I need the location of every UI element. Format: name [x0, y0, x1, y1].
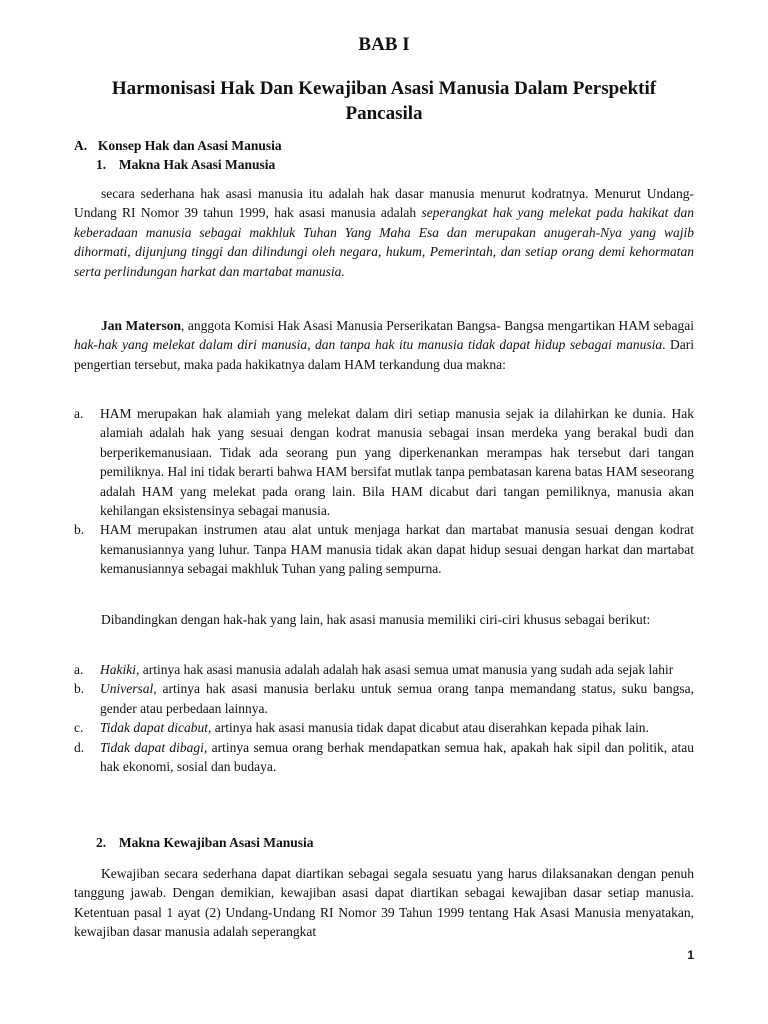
- title-line-1: Harmonisasi Hak Dan Kewajiban Asasi Manusia Dalam Perspektif: [111, 78, 657, 99]
- list-term: Hakiki,: [100, 662, 140, 677]
- list-item: [74, 738, 694, 777]
- list-text: HAM merupakan instrumen atau alat untuk menjaga harkat dan martabat manusia sesuai dengan kodrat kemanusiannya yang luhur. Tanpa HAM manusia tidak akan dapat hidup sesuai dengan harkat dan martabat kemanusiannya sebagai makhluk Tuhan yang paling sempurna.: [100, 522, 694, 577]
- paragraph-characteristics-intro: [74, 610, 694, 629]
- para3-text: Dibandingkan dengan hak-hak yang lain, hak asasi manusia memiliki ciri-ciri khusus sebagai berikut:: [101, 612, 651, 627]
- subsection-heading-2: [96, 835, 314, 851]
- paragraph-definition-law: [74, 184, 694, 281]
- chapter-heading: BAB I: [358, 34, 410, 55]
- document-title: [0, 76, 768, 126]
- list-item: [74, 660, 694, 679]
- para1-text: secara sederhana hak asasi manusia itu adalah hak dasar manusia menurut kodratnya. Menurut Undang-Undang RI Nomor 39 tahun 1999, hak asasi manusia adalah: [74, 186, 694, 221]
- section-text: Konsep Hak dan Asasi Manusia: [97, 138, 282, 153]
- list-two-meanings: [74, 404, 694, 579]
- list-marker: b.: [74, 522, 85, 538]
- page-number: 1: [687, 948, 694, 962]
- list-item: [74, 679, 694, 718]
- title-line-2: Pancasila: [345, 103, 423, 124]
- para2-italic: hak-hak yang melekat dalam diri manusia, dan tanpa hak itu manusia tidak dapat hidup sebagai manusia: [74, 337, 663, 353]
- para1-italic: seperangkat hak yang melekat pada hakikat dan keberadaan manusia sebagai makhluk Tuhan Yang Maha Esa dan merupakan anugerah-Nya yang wajib dihormati, dijunjung tinggi dan dilindungi oleh negara, hukum, Pemerintah, dan setiap orang demi kehormatan serta perlindungan harkat dan martabat manusia.: [74, 205, 694, 279]
- list-term: Universal,: [100, 681, 157, 697]
- person-name: Jan Materson: [101, 318, 182, 333]
- list-text: artinya hak asasi manusia adalah adalah hak asasi semua umat manusia yang sudah ada sejak lahir: [139, 662, 674, 677]
- section-heading-a: [74, 138, 282, 154]
- list-term: Tidak dapat dibagi,: [100, 739, 208, 755]
- subsection-text: Makna Hak Asasi Manusia: [118, 157, 276, 172]
- section-marker: A.: [74, 138, 88, 153]
- list-text: artinya hak asasi manusia tidak dapat dicabut atau diserahkan kepada pihak lain.: [211, 720, 649, 736]
- subsection-marker: 2.: [96, 835, 107, 850]
- list-marker: a.: [74, 406, 84, 421]
- paragraph-obligation: [74, 864, 694, 942]
- para4-text: Kewajiban secara sederhana dapat diartikan sebagai segala sesuatu yang harus dilaksanakan dengan penuh tanggung jawab. Dengan demikian, kewajiban asasi dapat diartikan sebagai kewajiban dasar setiap manusia. Ketentuan pasal 1 ayat (2) Undang-Undang RI Nomor 39 Tahun 1999 tentang Hak Asasi Manusia menyatakan, kewajiban dasar manusia adalah seperangkat: [74, 866, 694, 940]
- list-item: [74, 520, 694, 578]
- list-marker: b.: [74, 681, 85, 697]
- list-text: artinya semua orang berhak mendapatkan semua hak, apakah hak sipil dan politik, atau hak ekonomi, sosial dan budaya.: [100, 739, 694, 775]
- list-marker: a.: [74, 662, 84, 677]
- list-characteristics: [74, 660, 694, 776]
- subsection-marker: 1.: [96, 157, 107, 172]
- list-marker: c.: [74, 720, 84, 736]
- para2-text-2: . Dari pengertian tersebut, maka pada hakikatnya dalam HAM terkandung dua makna:: [74, 337, 694, 372]
- subsection-heading-1: [96, 157, 275, 173]
- list-term: Tidak dapat dicabut,: [100, 720, 212, 736]
- list-item: [74, 404, 694, 520]
- subsection-text: Makna Kewajiban Asasi Manusia: [118, 835, 314, 850]
- list-text: HAM merupakan hak alamiah yang melekat dalam diri setiap manusia sejak ia dilahirkan ke dunia. Hak alamiah adalah hak yang sesuai dengan kodrat manusia sebagai insan merdeka yang berakal budi dan berperikemanusiaan. Tidak ada seorang pun yang diperkenankan merampas hak tersebut dari tangan pemiliknya. Hal ini tidak berarti bahwa HAM bersifat mutlak tanpa pembatasan karena batas HAM seseorang adalah HAM yang melekat pada orang lain. Bila HAM dicabut dari tangan pemiliknya, manusia akan kehilangan eksistensinya sebagai manusia.: [100, 406, 694, 519]
- list-item: [74, 718, 694, 737]
- paragraph-jan-materson: [74, 316, 694, 374]
- list-text: artinya hak asasi manusia berlaku untuk semua orang tanpa memandang status, suku bangsa, gender atau perbedaan lainnya.: [100, 681, 694, 716]
- list-marker: d.: [74, 739, 85, 755]
- para2-text-1: , anggota Komisi Hak Asasi Manusia Perserikatan Bangsa- Bangsa mengartikan HAM sebagai: [181, 318, 694, 333]
